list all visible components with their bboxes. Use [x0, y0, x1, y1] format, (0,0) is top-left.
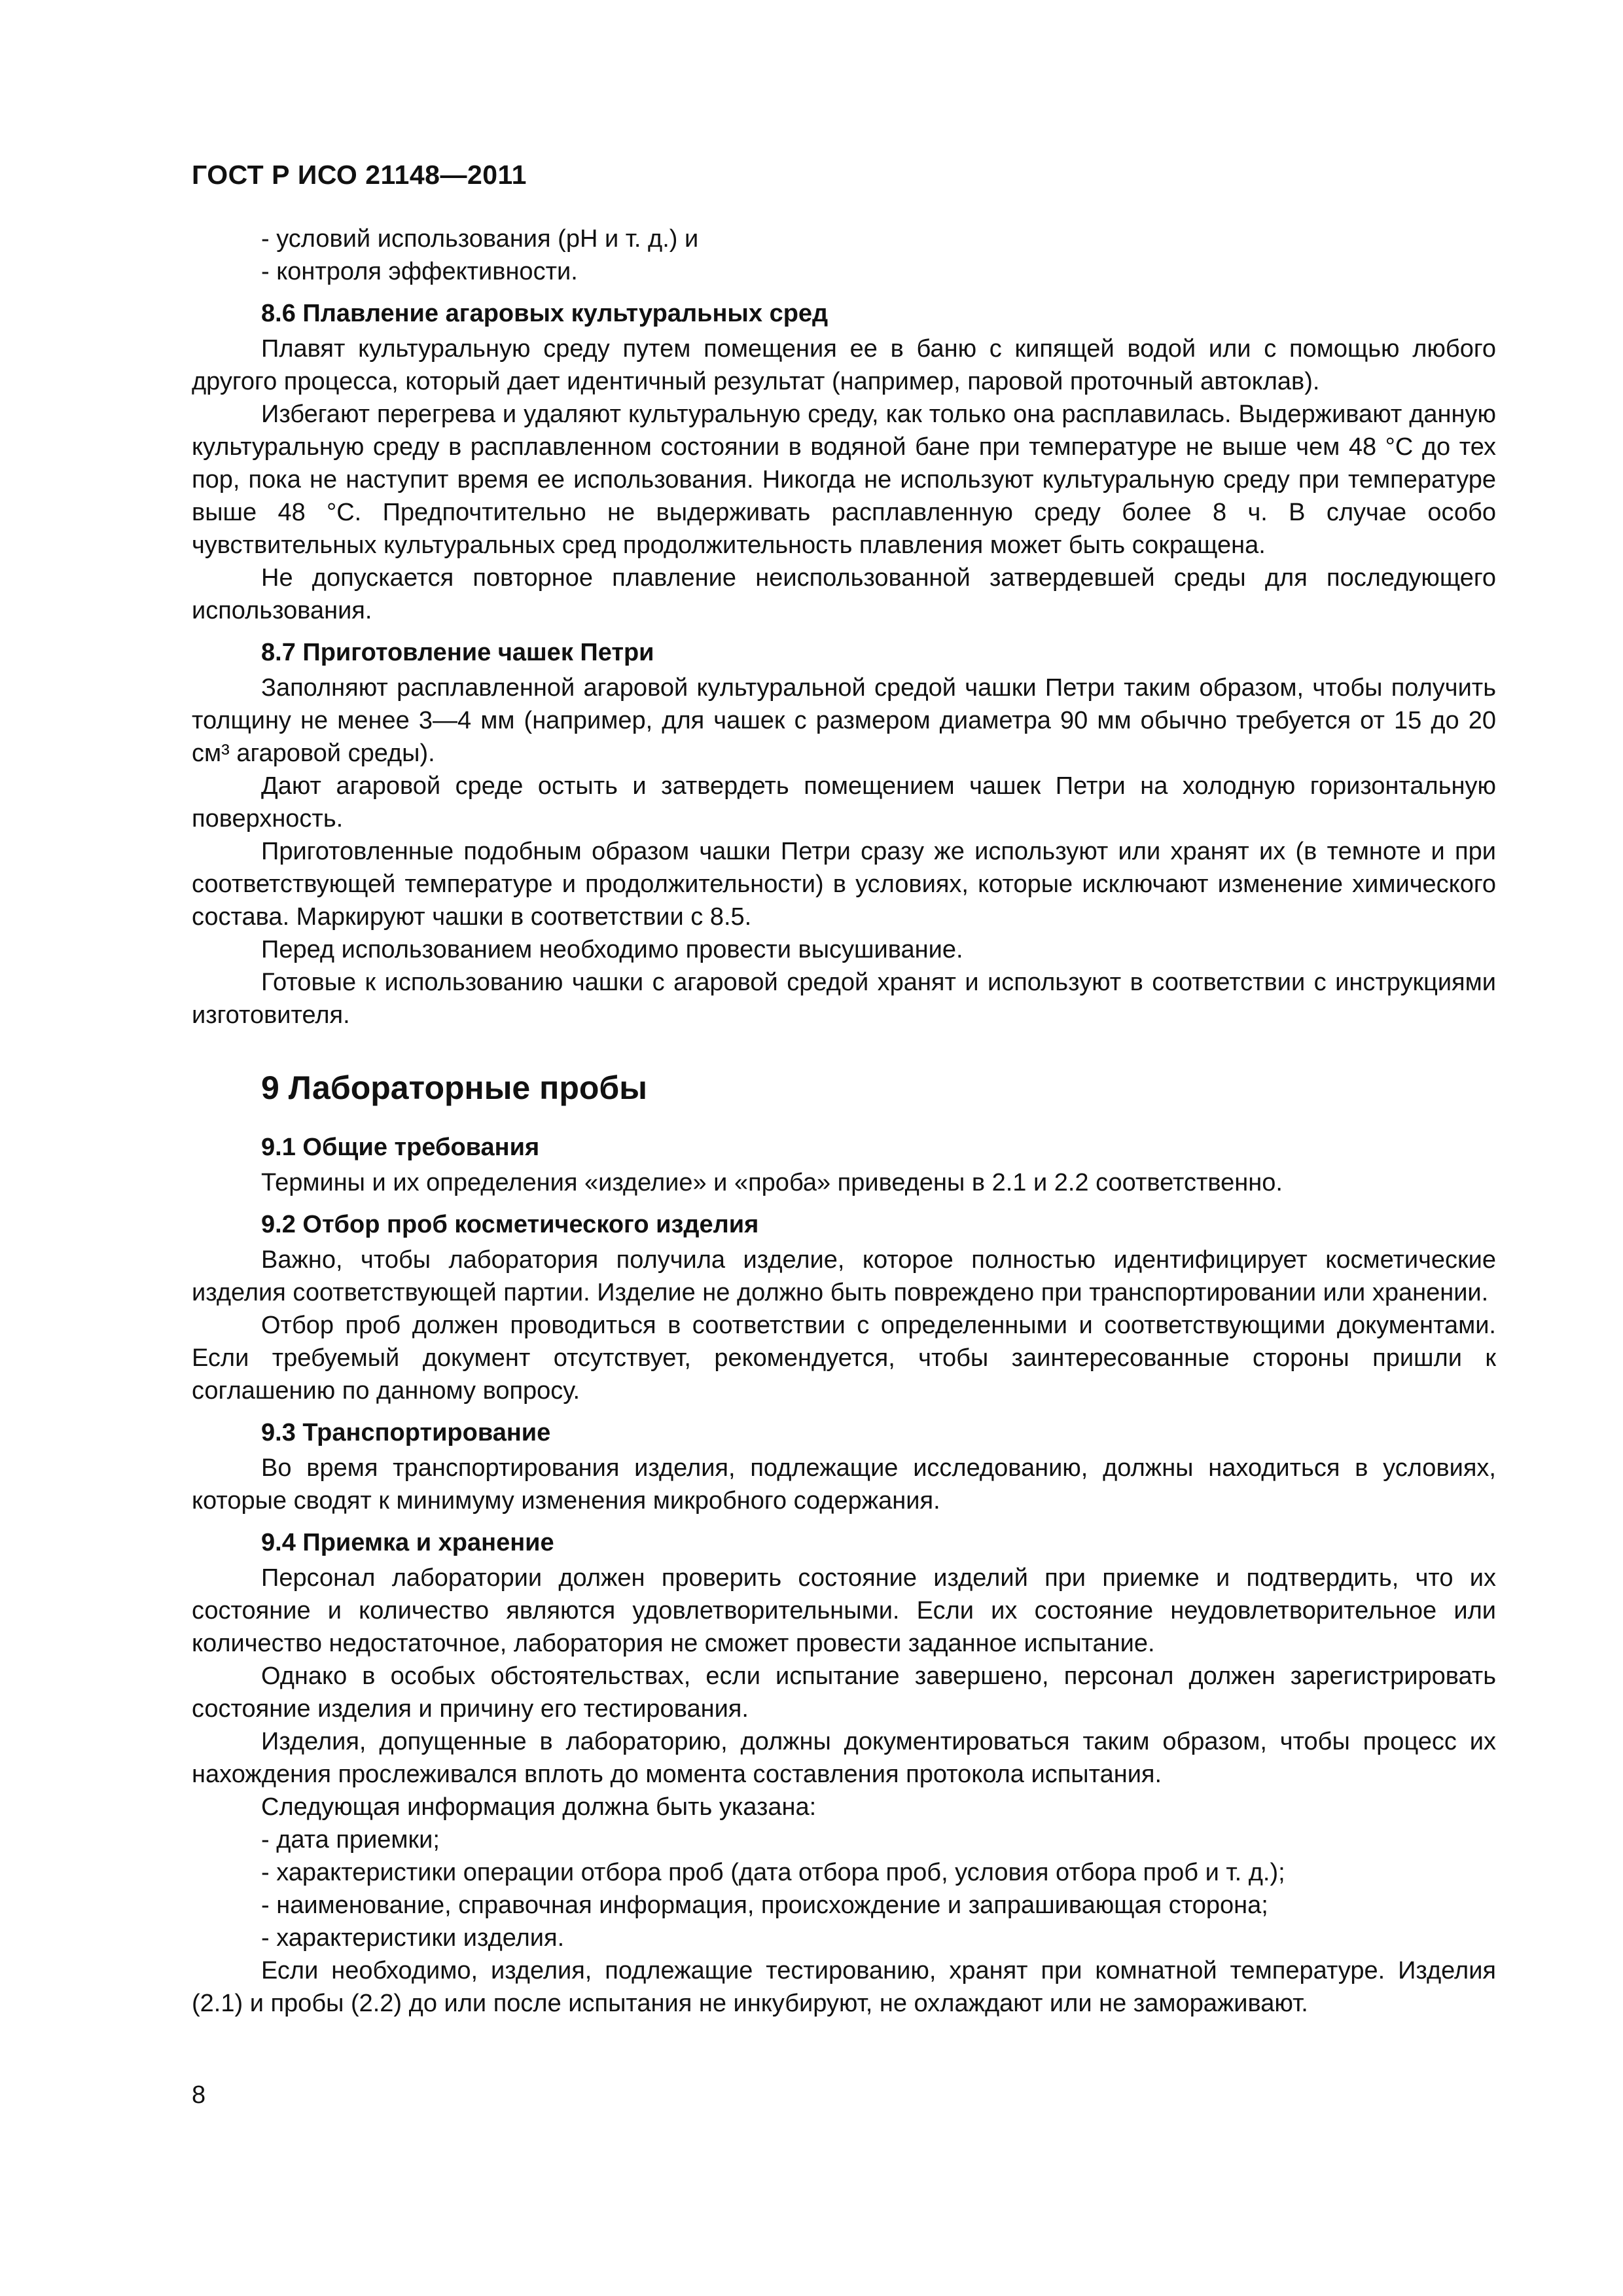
paragraph: Дают агаровой среде остыть и затвердеть помещением чашек Петри на холодную горизонтальную поверхность.	[192, 772, 1496, 833]
subsection-heading: 9.2 Отбор проб косметического изделия	[261, 1211, 759, 1238]
subsection-heading: 8.6 Плавление агаровых культуральных сред	[261, 300, 829, 327]
page-number: 8	[192, 2081, 206, 2109]
document-header: ГОСТ Р ИСО 21148—2011	[192, 160, 527, 190]
paragraph: Важно, чтобы лаборатория получила изделие, которое полностью идентифицирует косметические изделия соответствующей партии. Изделие не должно быть повреждено при транспортировании или хранении.	[192, 1246, 1496, 1306]
paragraph: Изделия, допущенные в лабораторию, должны документироваться таким образом, чтобы процесс их нахождения прослеживался вплоть до момента составления протокола испытания.	[192, 1728, 1496, 1788]
list-item: - условий использования (pH и т. д.) и	[261, 225, 699, 253]
list-item: - характеристики операции отбора проб (дата отбора проб, условия отбора проб и т. д.);	[261, 1859, 1285, 1886]
list-item: - характеристики изделия.	[261, 1924, 565, 1952]
list-item: - контроля эффективности.	[261, 258, 578, 285]
list-item: - дата приемки;	[261, 1826, 440, 1854]
document-body	[192, 223, 1496, 2020]
paragraph: Готовые к использованию чашки с агаровой средой хранят и используют в соответствии с инструкциями изготовителя.	[192, 969, 1496, 1029]
paragraph: Не допускается повторное плавление неиспользованной затвердевшей среды для последующего использования.	[192, 564, 1496, 624]
paragraph: Отбор проб должен проводиться в соответствии с определенными и соответствующими документами. Если требуемый документ отсутствует, рекомендуется, чтобы заинтересованные стороны пришли к соглашению по данному вопросу.	[192, 1312, 1496, 1405]
paragraph: Заполняют расплавленной агаровой культуральной средой чашки Петри таким образом, чтобы получить толщину не менее 3—4 мм (например, для чашек с размером диаметра 90 мм обычно требуется от 15 до 20 см³ агаровой среды).	[192, 674, 1496, 767]
paragraph: Если необходимо, изделия, подлежащие тестированию, хранят при комнатной температуре. Изделия (2.1) и пробы (2.2) до или после испытания не инкубируют, не охлаждают или не замораживают.	[192, 1957, 1496, 2017]
paragraph: Во время транспортирования изделия, подлежащие исследованию, должны находиться в условиях, которые сводят к минимуму изменения микробного содержания.	[192, 1454, 1496, 1515]
list-item: - наименование, справочная информация, происхождение и запрашивающая сторона;	[261, 1892, 1268, 1919]
subsection-heading: 8.7 Приготовление чашек Петри	[261, 639, 654, 666]
paragraph: Приготовленные подобным образом чашки Петри сразу же используют или хранят их (в темноте и при соответствующей температуре и продолжительности) в условиях, которые исключают изменение химического состава. Маркируют чашки в соответствии с 8.5.	[192, 838, 1496, 931]
paragraph: Персонал лаборатории должен проверить состояние изделий при приемке и подтвердить, что их состояние и количество являются удовлетворительными. Если их состояние неудовлетворительное или количество недостаточное, лаборатория не сможет провести заданное испытание.	[192, 1564, 1496, 1657]
subsection-heading: 9.4 Приемка и хранение	[261, 1529, 554, 1556]
subsection-heading: 9.3 Транспортирование	[261, 1419, 551, 1446]
paragraph: Перед использованием необходимо провести высушивание.	[261, 936, 963, 963]
paragraph: Избегают перегрева и удаляют культуральную среду, как только она расплавилась. Выдерживают данную культуральную среду в расплавленном состоянии в водяной бане при температуре не выше чем 48 °С до тех пор, пока не наступит время ее использования. Никогда не используют культуральную среду при температуре выше 48 °С. Предпочтительно не выдерживать расплавленную среду более 8 ч. В случае особо чувствительных культуральных сред продолжительность плавления может быть сокращена.	[192, 401, 1496, 559]
paragraph: Термины и их определения «изделие» и «проба» приведены в 2.1 и 2.2 соответственно.	[261, 1169, 1283, 1196]
subsection-heading: 9.1 Общие требования	[261, 1134, 540, 1161]
paragraph: Однако в особых обстоятельствах, если испытание завершено, персонал должен зарегистрировать состояние изделия и причину его тестирования.	[192, 1662, 1496, 1723]
paragraph: Плавят культуральную среду путем помещения ее в баню с кипящей водой или с помощью любого другого процесса, который дает идентичный результат (например, паровой проточный автоклав).	[192, 335, 1496, 395]
paragraph: Следующая информация должна быть указана:	[261, 1793, 817, 1821]
section-heading: 9 Лабораторные пробы	[261, 1069, 647, 1106]
